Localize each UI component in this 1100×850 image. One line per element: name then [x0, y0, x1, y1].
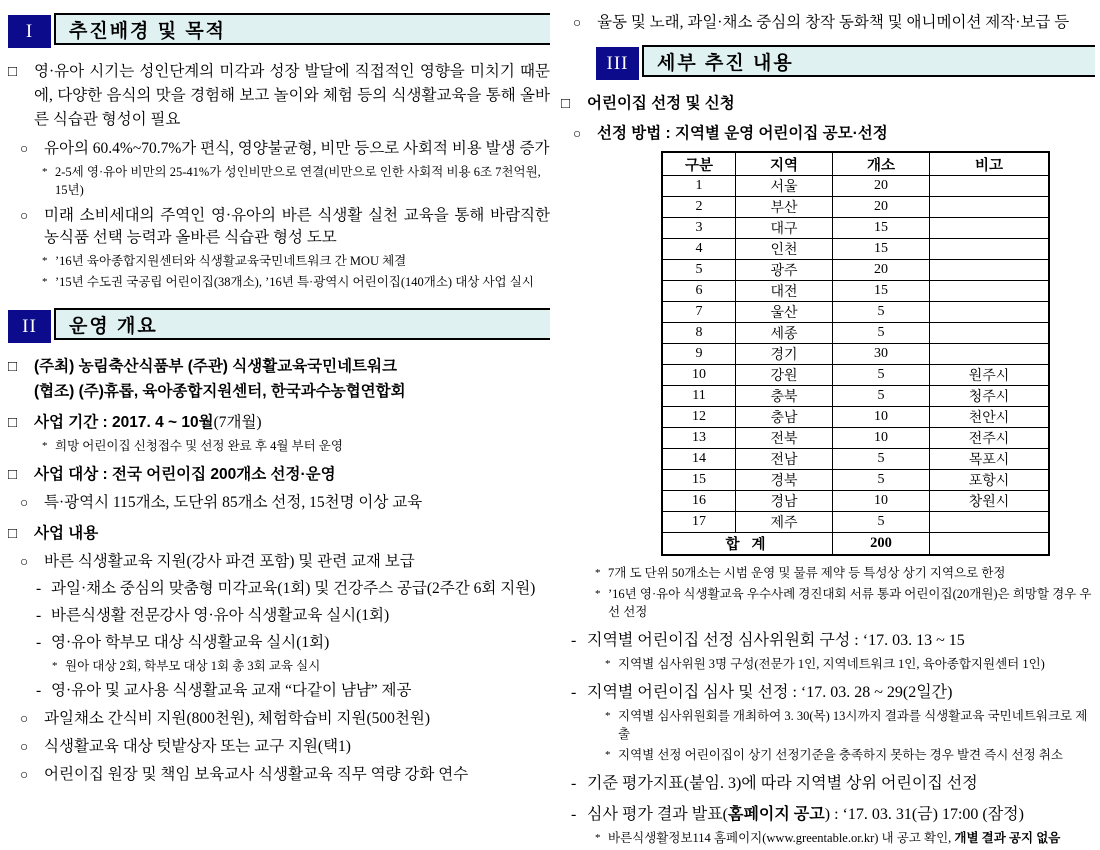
asterisk-note-icon: * — [605, 658, 611, 670]
doc-line — [561, 655, 1095, 673]
table-total-note — [930, 533, 1050, 556]
table-cell: 10 — [833, 407, 930, 428]
table-cell: 목포시 — [930, 449, 1050, 470]
table-cell: 17 — [662, 512, 736, 533]
table-cell — [930, 218, 1050, 239]
table-row — [662, 407, 1049, 428]
doc-line-text: 미래 소비세대의 주역인 영·유아의 바른 식생활 실천 교육을 통해 바람직한 농식품 선택 능력과 올바른 식습관 형성 도모 — [44, 207, 550, 246]
doc-line — [8, 60, 550, 132]
table-cell: 5 — [833, 302, 930, 323]
asterisk-note-icon: * — [42, 440, 48, 452]
table-row — [662, 218, 1049, 239]
doc-line-text: 사업 기간 : 2017. 4 ~ 10월(7개월) — [34, 414, 262, 431]
table-cell: 5 — [662, 260, 736, 281]
table-row — [662, 449, 1049, 470]
table-header-cell: 지역 — [736, 152, 833, 176]
table-cell: 5 — [833, 386, 930, 407]
table-cell — [930, 197, 1050, 218]
circle-bullet-icon: ○ — [20, 711, 29, 726]
table-cell: 울산 — [736, 302, 833, 323]
table-cell: 20 — [833, 176, 930, 197]
table-cell: 경기 — [736, 344, 833, 365]
doc-line — [8, 708, 550, 730]
table-cell: 9 — [662, 344, 736, 365]
asterisk-note-icon: * — [42, 166, 48, 178]
section-1-title: 추진배경 및 목적 — [69, 20, 227, 42]
asterisk-note-icon: * — [595, 832, 601, 844]
doc-line-text: 희망 어린이집 신청접수 및 선정 완료 후 4월 부터 운영 — [55, 439, 343, 453]
table-header-cell: 구분 — [662, 152, 736, 176]
doc-line-text: 과일채소 간식비 지원(800천원), 체험학습비 지원(500천원) — [44, 710, 430, 727]
table-cell: 7 — [662, 302, 736, 323]
table-cell: 5 — [833, 323, 930, 344]
table-cell — [930, 239, 1050, 260]
table-row — [662, 386, 1049, 407]
doc-line-text: 특·광역시 115개소, 도단위 85개소 선정, 15천명 이상 교육 — [44, 494, 423, 511]
table-cell: 1 — [662, 176, 736, 197]
section-3-intro — [561, 92, 1095, 145]
doc-line — [561, 772, 1095, 795]
table-cell: 11 — [662, 386, 736, 407]
doc-line — [561, 829, 1095, 847]
table-cell — [930, 344, 1050, 365]
region-allocation-table-wrap — [661, 151, 1095, 556]
table-cell: 4 — [662, 239, 736, 260]
asterisk-note-icon: * — [605, 710, 611, 722]
section-2-numeral-badge: II — [8, 310, 51, 343]
doc-line — [561, 629, 1095, 652]
table-cell: 인천 — [736, 239, 833, 260]
table-cell: 경남 — [736, 491, 833, 512]
table-cell — [930, 512, 1050, 533]
table-row — [662, 470, 1049, 491]
doc-line-text: 어린이집 선정 및 신청 — [587, 95, 735, 112]
doc-line — [8, 551, 550, 573]
doc-line — [561, 585, 1095, 621]
table-cell: 6 — [662, 281, 736, 302]
table-cell: 16 — [662, 491, 736, 512]
table-cell: 2 — [662, 197, 736, 218]
table-cell: 5 — [833, 365, 930, 386]
doc-line-text: 영·유아 및 교사용 식생활교육 교재 “다같이 냠냠” 제공 — [51, 682, 412, 699]
table-cell: 광주 — [736, 260, 833, 281]
doc-line-text: (협조) (주)휴롭, 육아종합지원센터, 한국과수농협연합회 — [34, 383, 406, 400]
region-allocation-table — [661, 151, 1050, 556]
table-cell: 전남 — [736, 449, 833, 470]
doc-line-text: 바른식생활정보114 홈페이지(www.greentable.or.kr) 내 공고 확인, 개별 결과 공지 없음 — [608, 831, 1061, 845]
table-cell: 대구 — [736, 218, 833, 239]
doc-line-text: 지역별 선정 어린이집이 상기 선정기준을 충족하지 못하는 경우 발견 즉시 선정 취소 — [618, 748, 1063, 762]
doc-line-text: 지역별 심사위원회를 개최하여 3. 30(목) 13시까지 결과를 식생활교육 국민네트워크로 제출 — [618, 709, 1088, 741]
table-cell: 13 — [662, 428, 736, 449]
table-row — [662, 239, 1049, 260]
doc-line-text: 어린이집 원장 및 책임 보육교사 식생활교육 직무 역량 강화 연수 — [44, 766, 469, 783]
table-cell — [930, 302, 1050, 323]
table-total-value: 200 — [833, 533, 930, 556]
doc-line-text: 영·유아 학부모 대상 식생활교육 실시(1회) — [51, 634, 330, 651]
table-cell: 14 — [662, 449, 736, 470]
section-3-title: 세부 추진 내용 — [657, 52, 794, 74]
section-1-numeral-badge: I — [8, 15, 51, 48]
table-row — [662, 428, 1049, 449]
doc-line — [561, 122, 1095, 145]
table-row — [662, 512, 1049, 533]
doc-line-text: 선정 방법 : 지역별 운영 어린이집 공모·선정 — [597, 125, 888, 142]
square-bullet-icon: □ — [561, 95, 571, 112]
table-row — [662, 344, 1049, 365]
doc-line-text: (주최) 농림축산식품부 (주관) 식생활교육국민네트워크 — [34, 358, 397, 375]
doc-line-text: 기준 평가지표(붙임. 3)에 따라 지역별 상위 어린이집 선정 — [587, 775, 978, 792]
doc-line — [8, 411, 550, 434]
circle-bullet-icon: ○ — [20, 554, 29, 569]
doc-line — [8, 163, 550, 199]
asterisk-note-icon: * — [595, 588, 601, 600]
doc-line-text: 사업 내용 — [34, 525, 99, 542]
dash-bullet-icon: - — [36, 607, 42, 624]
doc-line — [8, 764, 550, 786]
doc-line — [561, 746, 1095, 764]
table-cell: 서울 — [736, 176, 833, 197]
doc-line-text: 율동 및 노래, 과일·채소 중심의 창작 동화책 및 애니메이션 제작·보급 등 — [597, 14, 1070, 31]
table-cell — [930, 260, 1050, 281]
table-cell: 15 — [662, 470, 736, 491]
doc-line-text: 식생활교육 대상 텃밭상자 또는 교구 지원(택1) — [44, 738, 351, 755]
square-bullet-icon: □ — [8, 358, 18, 375]
doc-line — [8, 380, 550, 403]
doc-line-text: 심사 평가 결과 발표(홈페이지 공고) : ‘17. 03. 31(금) 17:00 (잠정) — [587, 806, 1024, 823]
doc-line-text: ’16년 육아종합지원센터와 식생활교육국민네트워크 간 MOU 체결 — [55, 254, 407, 268]
asterisk-note-icon: * — [42, 255, 48, 267]
table-cell: 15 — [833, 218, 930, 239]
doc-line-text: 2-5세 영·유아 비만의 25-41%가 성인비만으로 연결(비만으로 인한 사회적 비용 6조 7천억원, 15년) — [55, 165, 541, 197]
doc-line-text: 사업 대상 : 전국 어린이집 200개소 선정·운영 — [34, 466, 336, 483]
table-cell: 20 — [833, 260, 930, 281]
table-cell: 15 — [833, 281, 930, 302]
doc-line — [561, 707, 1095, 743]
doc-line — [561, 564, 1095, 582]
table-cell: 20 — [833, 197, 930, 218]
doc-line — [8, 205, 550, 249]
table-row — [662, 197, 1049, 218]
doc-line — [8, 578, 550, 600]
square-bullet-icon: □ — [8, 414, 18, 431]
asterisk-note-icon: * — [42, 276, 48, 288]
section-2-header — [8, 305, 550, 347]
table-total-label: 합 계 — [662, 533, 833, 556]
table-cell: 15 — [833, 239, 930, 260]
doc-line-text: 바른 식생활교육 지원(강사 파견 포함) 및 관련 교재 보급 — [44, 553, 415, 570]
table-header-row — [662, 152, 1049, 176]
section-2-body — [8, 355, 550, 786]
circle-bullet-icon: ○ — [573, 15, 582, 30]
dash-bullet-icon: - — [571, 684, 577, 701]
left-column — [8, 6, 550, 789]
table-cell: 원주시 — [930, 365, 1050, 386]
section-1-title-bar — [54, 13, 550, 45]
doc-line — [8, 437, 550, 455]
table-cell: 천안시 — [930, 407, 1050, 428]
table-cell: 3 — [662, 218, 736, 239]
doc-line — [561, 681, 1095, 704]
table-row — [662, 260, 1049, 281]
table-cell: 충북 — [736, 386, 833, 407]
doc-line — [8, 657, 550, 675]
table-cell: 30 — [833, 344, 930, 365]
doc-line — [8, 492, 550, 514]
circle-bullet-icon: ○ — [573, 126, 582, 141]
table-row — [662, 302, 1049, 323]
table-cell: 제주 — [736, 512, 833, 533]
doc-line-text: ’16년 영·유아 식생활교육 우수사례 경진대회 서류 통과 어린이집(20개원)은 희망할 경우 우선 선정 — [608, 587, 1092, 619]
doc-line — [8, 138, 550, 160]
circle-bullet-icon: ○ — [20, 739, 29, 754]
doc-line-text: 바른식생활 전문강사 영·유아 식생활교육 실시(1회) — [51, 607, 390, 624]
doc-line — [8, 522, 550, 545]
doc-line-text: 과일·채소 중심의 맞춤형 미각교육(1회) 및 건강주스 공급(2주간 6회 지원) — [51, 580, 536, 597]
table-cell: 전주시 — [930, 428, 1050, 449]
circle-bullet-icon: ○ — [20, 208, 29, 223]
doc-line-text: ’15년 수도권 국공립 어린이집(38개소), ’16년 특·광역시 어린이집(140개소) 대상 사업 실시 — [55, 275, 534, 289]
table-cell: 경북 — [736, 470, 833, 491]
dash-bullet-icon: - — [571, 775, 577, 792]
asterisk-note-icon: * — [52, 660, 58, 672]
doc-line — [561, 803, 1095, 826]
doc-line — [8, 736, 550, 758]
section-3-header — [596, 42, 1095, 84]
doc-line — [8, 605, 550, 627]
table-cell: 10 — [833, 428, 930, 449]
table-row — [662, 491, 1049, 512]
section-3-notes — [561, 564, 1095, 847]
doc-line — [561, 92, 1095, 115]
doc-line — [8, 252, 550, 270]
table-cell: 창원시 — [930, 491, 1050, 512]
table-cell: 청주시 — [930, 386, 1050, 407]
table-cell: 부산 — [736, 197, 833, 218]
right-column — [561, 6, 1095, 850]
section-2-title: 운영 개요 — [69, 315, 158, 337]
section-2-title-bar — [54, 308, 550, 340]
table-row — [662, 365, 1049, 386]
doc-line-text: 7개 도 단위 50개소는 시범 운영 및 물류 제약 등 특성상 상기 지역으로 한정 — [608, 566, 1006, 580]
table-cell: 세종 — [736, 323, 833, 344]
dash-bullet-icon: - — [571, 806, 577, 823]
doc-line — [8, 463, 550, 486]
asterisk-note-icon: * — [605, 749, 611, 761]
square-bullet-icon: □ — [8, 466, 18, 483]
dash-bullet-icon: - — [36, 682, 42, 699]
table-cell: 포항시 — [930, 470, 1050, 491]
asterisk-note-icon: * — [595, 567, 601, 579]
table-cell — [930, 281, 1050, 302]
table-row — [662, 323, 1049, 344]
doc-line-text: 지역별 어린이집 선정 심사위원회 구성 : ‘17. 03. 13 ~ 15 — [587, 632, 965, 649]
section-3-numeral-badge: III — [596, 47, 639, 80]
table-row — [662, 176, 1049, 197]
table-cell: 5 — [833, 470, 930, 491]
table-cell: 강원 — [736, 365, 833, 386]
doc-line — [561, 12, 1095, 34]
doc-line-text: 영·유아 시기는 성인단계의 미각과 성장 발달에 직접적인 영향을 미치기 때문에, 다양한 음식의 맛을 경험해 보고 놀이와 체험 등의 식생활교육을 통해 올바른 식습관 형성이 필요 — [34, 63, 550, 128]
table-cell: 8 — [662, 323, 736, 344]
doc-line-text: 유아의 60.4%~70.7%가 편식, 영양불균형, 비만 등으로 사회적 비용 발생 증가 — [44, 140, 550, 157]
table-cell: 12 — [662, 407, 736, 428]
circle-bullet-icon: ○ — [20, 767, 29, 782]
square-bullet-icon: □ — [8, 64, 18, 80]
table-cell — [930, 323, 1050, 344]
table-row — [662, 281, 1049, 302]
carryover-lines — [561, 12, 1095, 34]
table-cell: 10 — [833, 491, 930, 512]
table-header-cell: 개소 — [833, 152, 930, 176]
table-cell: 10 — [662, 365, 736, 386]
dash-bullet-icon: - — [36, 634, 42, 651]
doc-line — [8, 680, 550, 702]
table-cell: 대전 — [736, 281, 833, 302]
doc-line-text: 지역별 어린이집 심사 및 선정 : ‘17. 03. 28 ~ 29(2일간) — [587, 684, 953, 701]
table-cell: 5 — [833, 449, 930, 470]
section-1-header — [8, 10, 550, 52]
section-1-body — [8, 60, 550, 291]
table-cell: 충남 — [736, 407, 833, 428]
dash-bullet-icon: - — [571, 632, 577, 649]
circle-bullet-icon: ○ — [20, 141, 29, 156]
doc-line — [8, 355, 550, 378]
table-cell: 전북 — [736, 428, 833, 449]
table-cell: 5 — [833, 512, 930, 533]
section-3-title-bar — [642, 45, 1095, 77]
circle-bullet-icon: ○ — [20, 495, 29, 510]
table-cell — [930, 176, 1050, 197]
table-total-row — [662, 533, 1049, 556]
square-bullet-icon: □ — [8, 525, 18, 542]
doc-line-text: 지역별 심사위원 3명 구성(전문가 1인, 지역네트워크 1인, 육아종합지원센터 1인) — [618, 657, 1045, 671]
doc-line-text: 원아 대상 2회, 학부모 대상 1회 총 3회 교육 실시 — [65, 659, 321, 673]
table-header-cell: 비고 — [930, 152, 1050, 176]
doc-line — [8, 632, 550, 654]
dash-bullet-icon: - — [36, 580, 42, 597]
doc-line — [8, 273, 550, 291]
